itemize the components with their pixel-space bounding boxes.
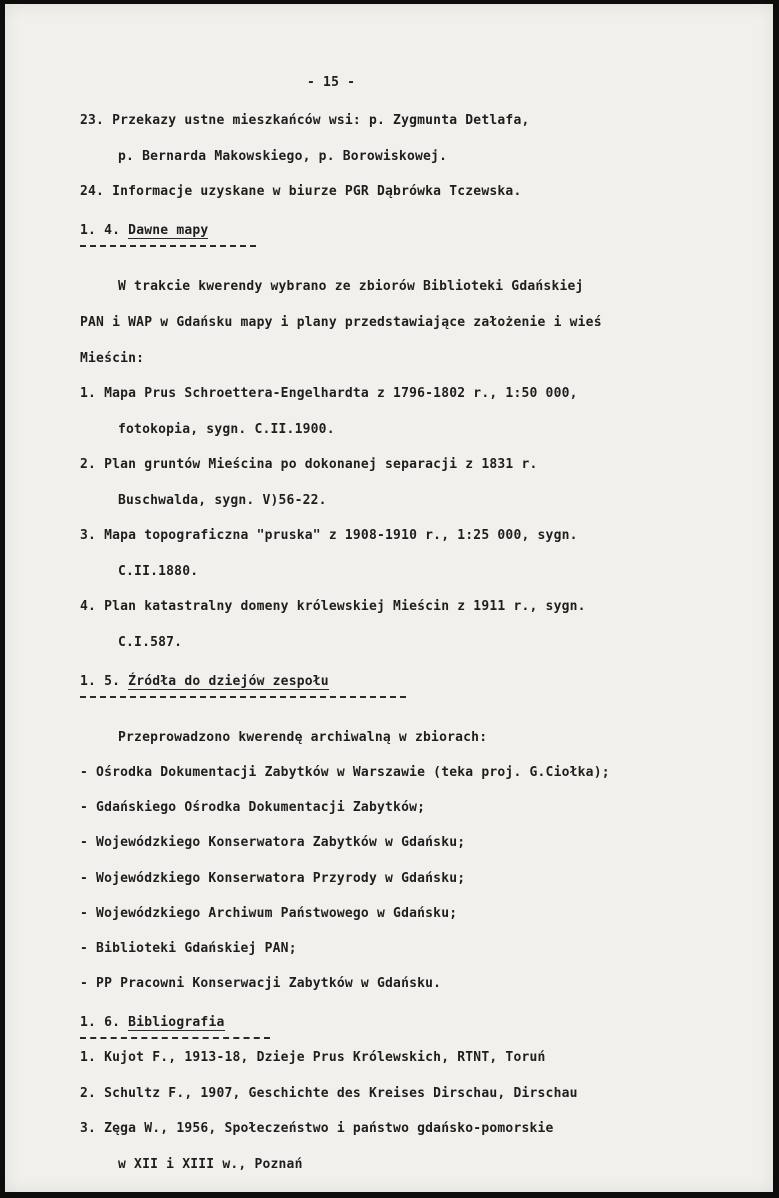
bibliography-item: 2. Schultz F., 1907, Geschichte des Kreises Dirschau, Dirschau — [80, 1086, 578, 1101]
document-page — [5, 4, 773, 1192]
section-number: 1. 5. — [80, 674, 121, 689]
archive-item: - PP Pracowni Konserwacji Zabytków w Gdańsku. — [80, 976, 442, 991]
map-item-cont: C.I.587. — [118, 635, 183, 650]
map-item: 2. Plan gruntów Mieścina po dokonanej separacji z 1831 r. — [80, 457, 538, 472]
bibliography-item: 3. Zęga W., 1956, Społeczeństwo i państwo gdańsko-pomorskie — [80, 1121, 554, 1136]
heading-dash-rule — [80, 245, 256, 247]
map-item: 4. Plan katastralny domeny królewskiej Mieścin z 1911 r., sygn. — [80, 599, 586, 614]
bibliography-item: 1. Kujot F., 1913-18, Dzieje Prus Królewskich, RTNT, Toruń — [80, 1050, 546, 1065]
page-number: - 15 - — [307, 75, 356, 90]
section-title: Źródła do dziejów zespołu — [128, 674, 329, 689]
archive-item: - Wojewódzkiego Konserwatora Zabytków w Gdańsku; — [80, 835, 466, 850]
paragraph-line: Przeprowadzono kwerendę archiwalną w zbiorach: — [118, 730, 488, 745]
source-item-23-cont: p. Bernarda Makowskiego, p. Borowiskowej. — [118, 149, 448, 164]
section-heading-maps — [80, 223, 208, 239]
section-title: Bibliografia — [128, 1015, 225, 1030]
archive-item: - Wojewódzkiego Konserwatora Przyrody w Gdańsku; — [80, 871, 466, 886]
map-item: 3. Mapa topograficzna "pruska" z 1908-1910 r., 1:25 000, sygn. — [80, 528, 578, 543]
section-heading-bibliography — [80, 1015, 225, 1031]
bibliography-item-cont: w XII i XIII w., Poznań — [118, 1157, 303, 1172]
map-item-cont: fotokopia, sygn. C.II.1900. — [118, 422, 335, 437]
map-item: 1. Mapa Prus Schroettera-Engelhardta z 1796-1802 r., 1:50 000, — [80, 386, 578, 401]
source-item-24: 24. Informacje uzyskane w biurze PGR Dąbrówka Tczewska. — [80, 184, 522, 199]
section-heading-sources — [80, 674, 329, 690]
archive-item: - Biblioteki Gdańskiej PAN; — [80, 941, 297, 956]
archive-item: - Ośrodka Dokumentacji Zabytków w Warszawie (teka proj. G.Ciołka); — [80, 765, 610, 780]
section-title: Dawne mapy — [128, 223, 209, 238]
map-item-cont: Buschwalda, sygn. V)56-22. — [118, 493, 327, 508]
heading-dash-rule — [80, 1037, 270, 1039]
paragraph-line: W trakcie kwerendy wybrano ze zbiorów Biblioteki Gdańskiej — [118, 279, 584, 294]
section-number: 1. 6. — [80, 1015, 121, 1030]
map-item-cont: C.II.1880. — [118, 564, 199, 579]
heading-dash-rule — [80, 696, 406, 698]
section-number: 1. 4. — [80, 223, 121, 238]
archive-item: - Gdańskiego Ośrodka Dokumentacji Zabytków; — [80, 800, 426, 815]
paragraph-line: Mieścin: — [80, 351, 145, 366]
archive-item: - Wojewódzkiego Archiwum Państwowego w Gdańsku; — [80, 906, 458, 921]
paragraph-line: PAN i WAP w Gdańsku mapy i plany przedstawiające założenie i wieś — [80, 315, 602, 330]
source-item-23: 23. Przekazy ustne mieszkańców wsi: p. Zygmunta Detlafa, — [80, 113, 530, 128]
